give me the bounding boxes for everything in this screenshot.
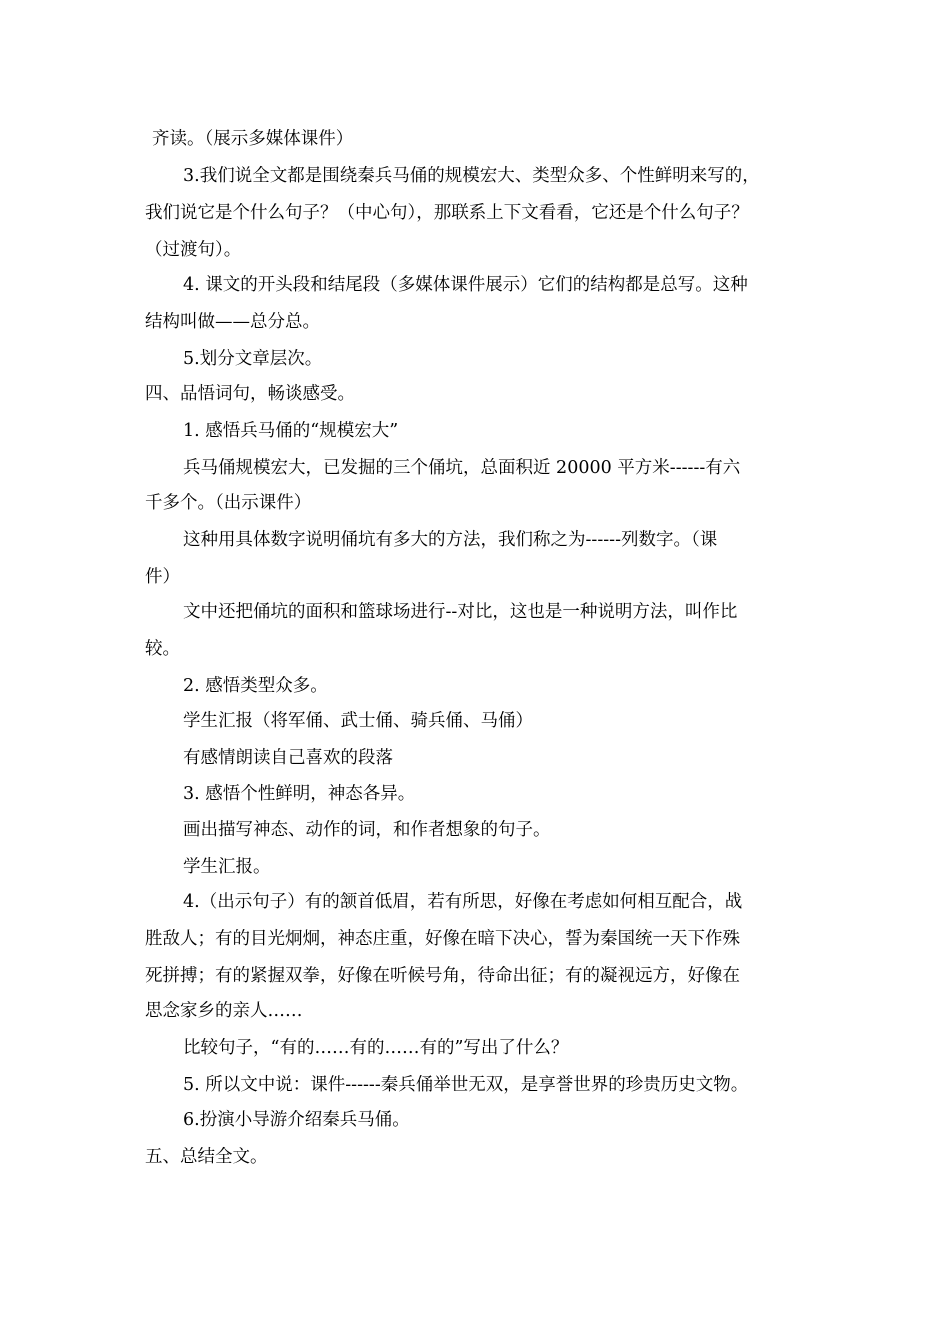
text-line-14: 文中还把俑坑的面积和篮球场进行--对比，这也是一种说明方法，叫作比 (183, 602, 738, 622)
text-line-18: 有感情朗读自己喜欢的段落 (183, 748, 393, 768)
text-line-27: 5. 所以文中说：课件------秦兵俑举世无双，是享誉世界的珍贵历史文物。 (183, 1075, 749, 1095)
text-line-25: 思念家乡的亲人…… (145, 1001, 303, 1021)
text-line-5: 4. 课文的开头段和结尾段（多媒体课件展示）它们的结构都是总写。这种 (183, 275, 748, 295)
text-line-10: 兵马俑规模宏大，已发掘的三个俑坑，总面积近 20000 平方米------有六 (183, 458, 741, 478)
section-heading-4: 四、品悟词句，畅谈感受。 (145, 384, 355, 404)
text-line-3: 我们说它是个什么句子？（中心句），那联系上下文看看，它还是个什么句子？ (145, 203, 749, 223)
text-line-7: 5.划分文章层次。 (183, 349, 323, 369)
text-line-12: 这种用具体数字说明俑坑有多大的方法，我们称之为------列数字。（课 (183, 530, 718, 550)
text-line-23: 胜敌人；有的目光炯炯，神态庄重，好像在暗下决心，誓为秦国统一天下作殊 (145, 929, 740, 949)
text-line-20: 画出描写神态、动作的词，和作者想象的句子。 (183, 820, 551, 840)
text-line-6: 结构叫做——总分总。 (145, 312, 320, 332)
section-heading-5: 五、总结全文。 (145, 1147, 268, 1167)
text-line-11: 千多个。（出示课件） (145, 493, 312, 513)
text-line-24: 死拼搏；有的紧握双拳，好像在听候号角，待命出征；有的凝视远方，好像在 (145, 966, 740, 986)
text-line-2: 3.我们说全文都是围绕秦兵马俑的规模宏大、类型众多、个性鲜明来写的， (183, 166, 760, 186)
text-line-28: 6.扮演小导游介绍秦兵马俑。 (183, 1110, 410, 1130)
text-line-16: 2. 感悟类型众多。 (183, 676, 328, 696)
text-line-17: 学生汇报（将军俑、武士俑、骑兵俑、马俑） (183, 711, 533, 731)
text-line-19: 3. 感悟个性鲜明，神态各异。 (183, 784, 416, 804)
text-line-13: 件） (145, 567, 180, 587)
text-line-22: 4.（出示句子）有的颔首低眉，若有所思，好像在考虑如何相互配合，战 (183, 892, 743, 912)
text-line-9: 1. 感悟兵马俑的“规模宏大” (183, 421, 399, 441)
text-line-21: 学生汇报。 (183, 857, 271, 877)
text-line-4: （过渡句）。 (145, 240, 242, 260)
text-line-15: 较。 (145, 639, 180, 659)
text-line-26: 比较句子，“有的……有的……有的”写出了什么？ (183, 1038, 569, 1058)
text-line-1: 齐读。（展示多媒体课件） (152, 129, 354, 149)
